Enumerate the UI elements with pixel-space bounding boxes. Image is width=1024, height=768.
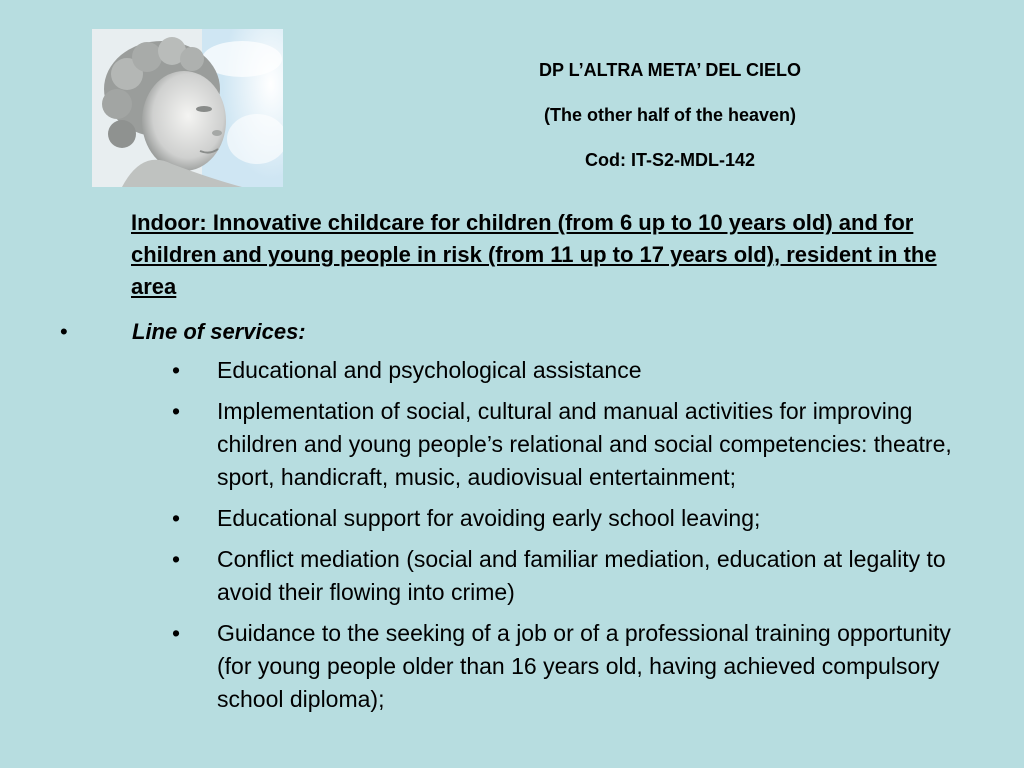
list-item — [60, 543, 970, 609]
header — [420, 60, 920, 170]
list-item — [60, 395, 970, 494]
list-item — [60, 502, 970, 535]
list-item-text: Educational and psychological assistance — [217, 357, 642, 383]
header-title: DP L’ALTRA META’ DEL CIELO — [538, 60, 802, 80]
bullet: • — [172, 505, 181, 531]
list-item-text: Educational support for avoiding early school leaving; — [217, 505, 761, 531]
subtitle: Indoor: Innovative childcare for children (from 6 up to 10 years old) and for children and young people in risk (from 11 up to 17 years old), resident in the area — [131, 210, 937, 299]
header-code: Cod: IT-S2-MDL-142 — [584, 150, 755, 170]
services-heading-row — [60, 316, 970, 348]
bullet: • — [172, 546, 181, 572]
bullet: • — [172, 357, 181, 383]
list-item-text: Implementation of social, cultural and manual activities for improving children and young people’s relational and social competencies: theatre, sport, handicraft, music, audiovisual entertainment; — [217, 398, 952, 490]
list-item-text: Guidance to the seeking of a job or of a professional training opportunity (for young people older than 16 years old, having achieved compulsory school diploma); — [217, 620, 951, 712]
services-list — [60, 354, 970, 716]
bullet: • — [172, 398, 181, 424]
list-item-text: Conflict mediation (social and familiar mediation, education at legality to avoid their flowing into crime) — [217, 546, 946, 605]
services-section — [60, 316, 970, 724]
services-title: Line of services: — [132, 319, 306, 344]
list-item — [60, 617, 970, 716]
cherub-statue-logo — [92, 29, 283, 187]
list-item — [60, 354, 970, 387]
bullet: • — [60, 319, 68, 344]
bullet: • — [172, 620, 181, 646]
header-translation: (The other half of the heaven) — [543, 105, 797, 125]
